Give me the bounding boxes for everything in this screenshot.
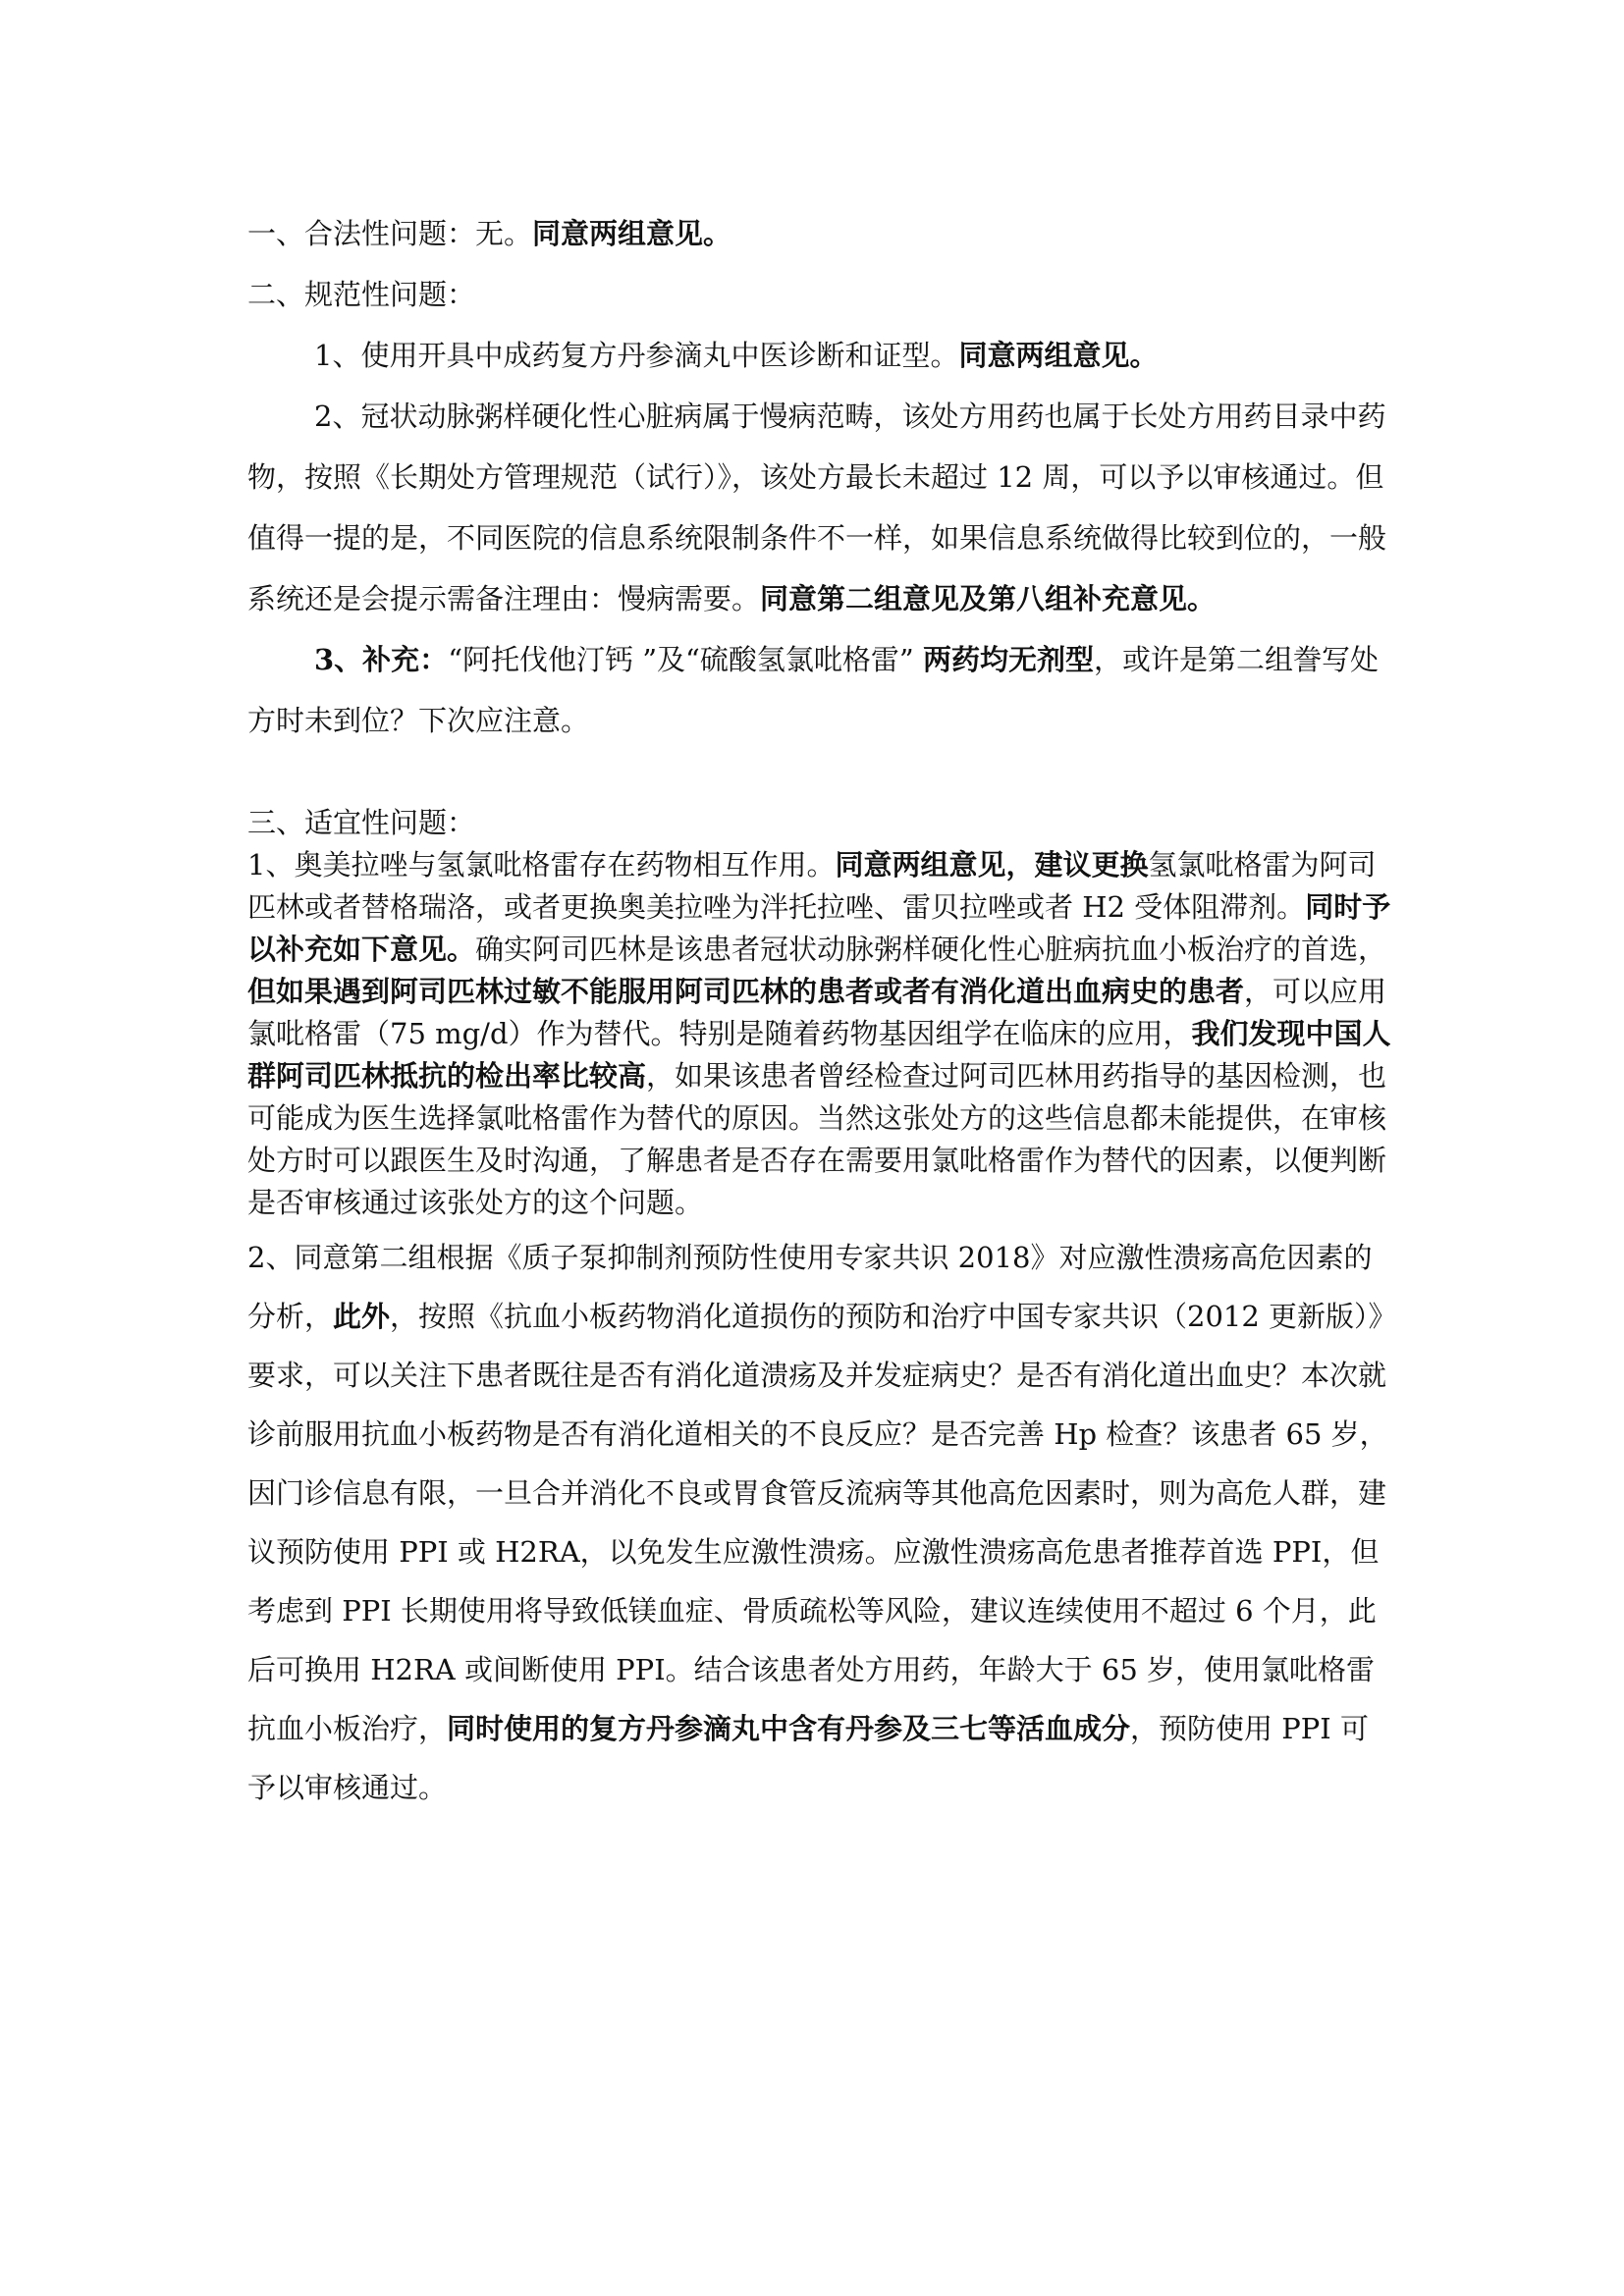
item2-text-1: 2、同意第二组根据《质子泵抑制剂预防性使用专家共识 2018》对应激性溃疡高危因素的分析，: [247, 1241, 1373, 1333]
legality-heading: 一、合法性问题：: [247, 217, 476, 250]
legality-paragraph: [247, 203, 1396, 264]
standard-item-3-prefix: 3、补充：: [314, 643, 449, 676]
appropriateness-item-2: [247, 1228, 1396, 1817]
item1-text-5: ，如果该患者曾经检查过阿司匹林用药指导的基因检测，也可能成为医生选择氯吡格雷作为替代的原因。当然这张处方的这些信息都未能提供，在审核处方时可以跟医生及时沟通，了解患者是否存在需要用氯吡格雷作为替代的因素，以便判断是否审核通过该张处方的这个问题。: [247, 1059, 1387, 1219]
appropriateness-heading: 三、适宜性问题：: [247, 806, 476, 839]
item1-text-3: 确实阿司匹林是该患者冠状动脉粥样硬化性心脏病抗血小板治疗的首选，: [475, 933, 1387, 966]
legality-text: 无。: [475, 217, 533, 250]
standard-item-3-drugs: “阿托伐他汀钙 ”及“硫酸氢氯吡格雷”: [448, 643, 923, 676]
section-spacer: [247, 751, 1396, 802]
item1-bold-1: 同意两组意见，建议更换: [835, 848, 1149, 881]
standard-item-1-text: 1、使用开具中成药复方丹参滴丸中医诊断和证型。: [314, 339, 959, 372]
document-page: [247, 203, 1396, 1817]
standard-heading: 二、规范性问题：: [247, 278, 476, 311]
standard-item-1-opinion: 同意两组意见。: [958, 339, 1159, 372]
item2-text-2: ，按照《抗血小板药物消化道损伤的预防和治疗中国专家共识（2012 更新版）》要求，可以关注下患者既往是否有消化道溃疡及并发症病史？是否有消化道出血史？本次就诊前服用抗血小板药物是否有消化道相关的不良反应？是否完善 Hp 检查？该患者 65 岁，因门诊信息有限，一旦合并消化不良或胃食管反流病等其他高危因素时，则为高危人群，建议预防使用 PPI 或 H2RA，以免发生应激性溃疡。应激性溃疡高危患者推荐首选 PPI，但考虑到 PPI 长期使用将导致低镁血症、骨质疏松等风险，建议连续使用不超过 6 个月，此后可换用 H2RA 或间断使用 PPI。结合该患者处方用药，年龄大于 65 岁，使用氯吡格雷抗血小板治疗，: [247, 1300, 1388, 1745]
standard-item-1: [247, 325, 1396, 386]
standard-item-2: [247, 386, 1396, 629]
section-appropriateness: [247, 802, 1396, 1817]
item1-text-1: 1、奥美拉唑与氢氯吡格雷存在药物相互作用。: [247, 848, 836, 881]
item1-text-4: ，可以应用氯吡格雷（75 mg/d）作为替代。特别是随着药物基因组学在临床的应用，: [247, 975, 1387, 1050]
appropriateness-item-1: [247, 844, 1396, 1224]
item1-text-2: 氢氯吡格雷为阿司匹林或者替格瑞洛，或者更换奥美拉唑为泮托拉唑、雷贝拉唑或者 H2 受体阻滞剂。: [247, 848, 1377, 924]
section-legality-standard: [247, 203, 1396, 751]
standard-item-3: [247, 629, 1396, 751]
item1-bold-3: 但如果遇到阿司匹林过敏不能服用阿司匹林的患者或者有消化道出血病史的患者: [247, 975, 1245, 1008]
item2-text-3: ，预防使用 PPI 可予以审核通过。: [247, 1712, 1369, 1804]
item2-bold-2: 同时使用的复方丹参滴丸中含有丹参及三七等活血成分: [447, 1712, 1131, 1745]
standard-item-3-emphasis: 两药均无剂型: [922, 643, 1094, 676]
item1-bold-2: 同时予以补充如下意见。: [247, 890, 1391, 966]
standard-item-3-note: ，或许是第二组誊写处方时未到位？下次应注意。: [247, 643, 1379, 737]
item1-bold-4: 我们发现中国人群阿司匹林抵抗的检出率比较高: [247, 1017, 1391, 1093]
standard-item-2-text: 2、冠状动脉粥样硬化性心脏病属于慢病范畴，该处方用药也属于长处方用药目录中药物，按照《长期处方管理规范（试行）》，该处方最长未超过 12 周，可以予以审核通过。但值得一提的是，不同医院的信息系统限制条件不一样，如果信息系统做得比较到位的，一般系统还是会提示需备注理由：慢病需要。: [247, 400, 1387, 615]
legality-opinion: 同意两组意见。: [532, 217, 732, 250]
item2-bold-1: 此外: [333, 1300, 391, 1333]
standard-item-2-opinion: 同意第二组意见及第八组补充意见。: [760, 582, 1217, 615]
